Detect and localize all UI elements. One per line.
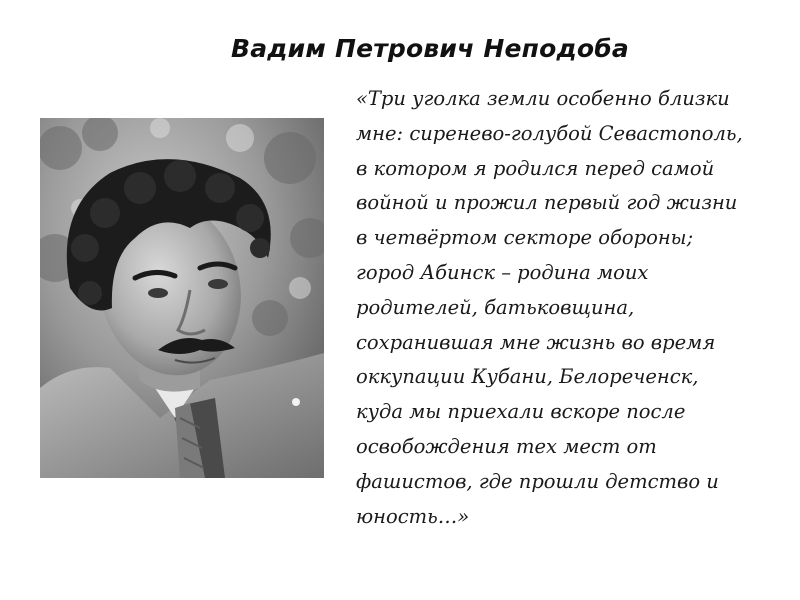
page-title: Вадим Петрович Неподоба	[230, 34, 630, 63]
portrait-photo	[40, 118, 324, 478]
quote-text: «Три уголка земли особенно близки мне: сиренево-голубой Севастополь, в котором я родился перед самой войной и прожил первый год жизни в четвёртом секторе обороны; город Абинск – родина моих родителей, батьковщина, сохранившая мне жизнь во время оккупации Кубани, Белореченск, куда мы приехали вскоре после освобождения тех мест от фашистов, где прошли детство и юность…»	[356, 87, 743, 528]
